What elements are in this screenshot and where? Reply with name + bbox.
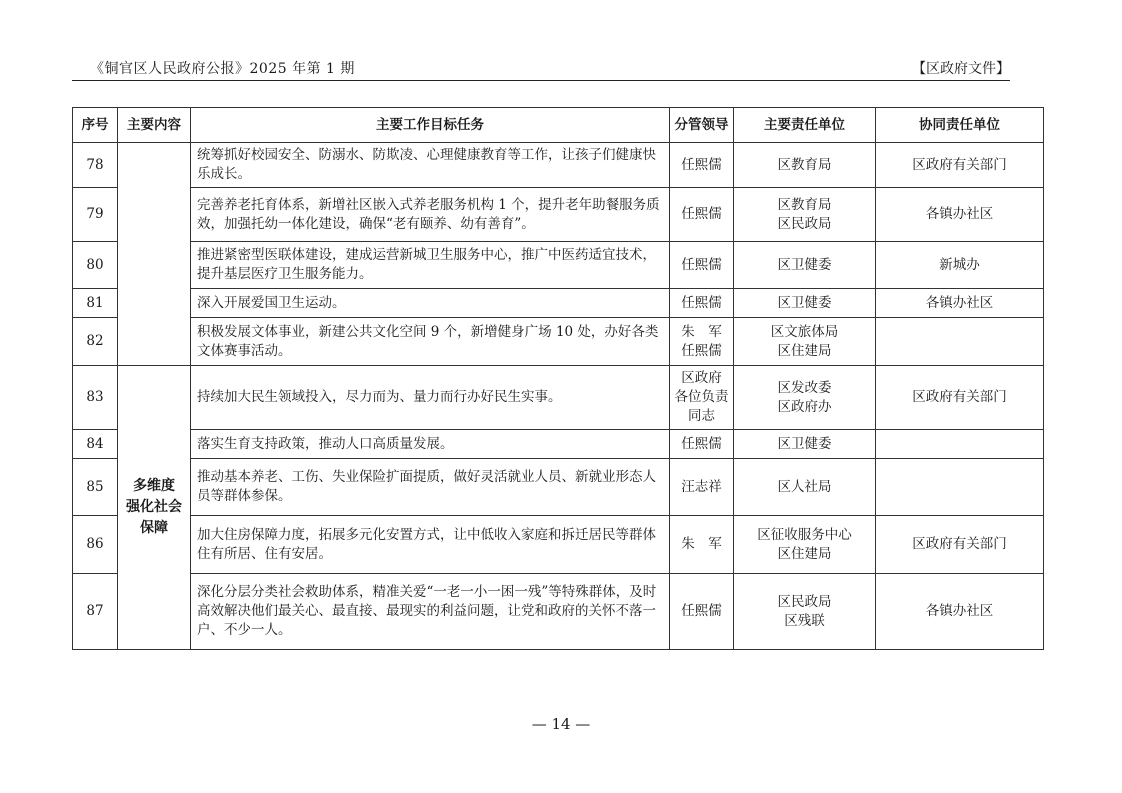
row-task: 持续加大民生领域投入，尽力而为、量力而行办好民生实事。 [191, 366, 670, 430]
row-assist-unit [876, 430, 1044, 459]
row-assist-unit: 新城办 [876, 242, 1044, 289]
col-header-assist-unit: 协同责任单位 [876, 108, 1044, 143]
row-task: 推动基本养老、工伤、失业保险扩面提质，做好灵活就业人员、新就业形态人员等群体参保。 [191, 459, 670, 516]
row-leader: 朱 军 [670, 516, 734, 574]
row-leader: 任熙儒 [670, 188, 734, 242]
row-assist-unit [876, 318, 1044, 366]
page-header [72, 58, 1010, 81]
row-num: 82 [73, 318, 118, 366]
row-num: 86 [73, 516, 118, 574]
row-task: 积极发展文体事业，新建公共文化空间 9 个，新增健身广场 10 处，办好各类文体赛事活动。 [191, 318, 670, 366]
row-num: 79 [73, 188, 118, 242]
row-assist-unit: 各镇办社区 [876, 188, 1044, 242]
row-assist-unit [876, 459, 1044, 516]
col-header-num: 序号 [73, 108, 118, 143]
row-main-unit: 区人社局 [734, 459, 876, 516]
table-row [73, 574, 1044, 650]
row-leader: 汪志祥 [670, 459, 734, 516]
row-num: 84 [73, 430, 118, 459]
row-num: 78 [73, 143, 118, 188]
row-leader: 任熙儒 [670, 242, 734, 289]
row-task: 完善养老托育体系，新增社区嵌入式养老服务机构 1 个，提升老年助餐服务质效，加强托幼一体化建设，确保“老有颐养、幼有善育”。 [191, 188, 670, 242]
table-row [73, 188, 1044, 242]
row-task: 推进紧密型医联体建设，建成运营新城卫生服务中心，推广中医药适宜技术，提升基层医疗卫生服务能力。 [191, 242, 670, 289]
row-leader: 区政府 各位负责 同志 [670, 366, 734, 430]
table-row [73, 516, 1044, 574]
row-num: 81 [73, 289, 118, 318]
row-main-unit: 区教育局 [734, 143, 876, 188]
row-main-unit: 区卫健委 [734, 242, 876, 289]
row-main-unit: 区民政局 区残联 [734, 574, 876, 650]
table-row [73, 143, 1044, 188]
col-header-task: 主要工作目标任务 [191, 108, 670, 143]
publication-title: 《铜官区人民政府公报》2025 年第 1 期 [90, 61, 355, 77]
row-assist-unit: 区政府有关部门 [876, 366, 1044, 430]
row-leader: 任熙儒 [670, 289, 734, 318]
task-table [72, 107, 1044, 650]
row-main-unit: 区征收服务中心 区住建局 [734, 516, 876, 574]
row-assist-unit: 各镇办社区 [876, 289, 1044, 318]
table-row [73, 366, 1044, 430]
row-task: 深化分层分类社会救助体系，精准关爱“一老一小一困一残”等特殊群体，及时高效解决他们最关心、最直接、最现实的利益问题，让党和政府的关怀不落一户、不少一人。 [191, 574, 670, 650]
col-header-content: 主要内容 [118, 108, 191, 143]
page-number: — 14 — [531, 715, 591, 733]
col-header-leader: 分管领导 [670, 108, 734, 143]
row-leader: 任熙儒 [670, 143, 734, 188]
row-main-unit: 区卫健委 [734, 289, 876, 318]
col-header-main-unit: 主要责任单位 [734, 108, 876, 143]
row-main-unit: 区教育局 区民政局 [734, 188, 876, 242]
row-leader: 任熙儒 [670, 430, 734, 459]
row-num: 80 [73, 242, 118, 289]
row-num: 83 [73, 366, 118, 430]
row-num: 85 [73, 459, 118, 516]
row-task: 深入开展爱国卫生运动。 [191, 289, 670, 318]
row-main-unit: 区发改委 区政府办 [734, 366, 876, 430]
table-header-row [73, 108, 1044, 143]
category-cell-empty [118, 143, 191, 366]
category-cell: 多维度 强化社会 保障 [118, 366, 191, 650]
table-row [73, 459, 1044, 516]
row-task: 加大住房保障力度，拓展多元化安置方式，让中低收入家庭和拆迁居民等群体住有所居、住有安居。 [191, 516, 670, 574]
row-leader: 任熙儒 [670, 574, 734, 650]
section-label: 【区政府文件】 [912, 61, 1010, 77]
row-assist-unit: 各镇办社区 [876, 574, 1044, 650]
table-row [73, 318, 1044, 366]
row-assist-unit: 区政府有关部门 [876, 143, 1044, 188]
row-leader: 朱 军 任熙儒 [670, 318, 734, 366]
row-num: 87 [73, 574, 118, 650]
table-row [73, 289, 1044, 318]
row-main-unit: 区卫健委 [734, 430, 876, 459]
row-main-unit: 区文旅体局 区住建局 [734, 318, 876, 366]
table-row [73, 242, 1044, 289]
row-assist-unit: 区政府有关部门 [876, 516, 1044, 574]
table-row [73, 430, 1044, 459]
row-task: 落实生育支持政策，推动人口高质量发展。 [191, 430, 670, 459]
row-task: 统筹抓好校园安全、防溺水、防欺凌、心理健康教育等工作，让孩子们健康快乐成长。 [191, 143, 670, 188]
